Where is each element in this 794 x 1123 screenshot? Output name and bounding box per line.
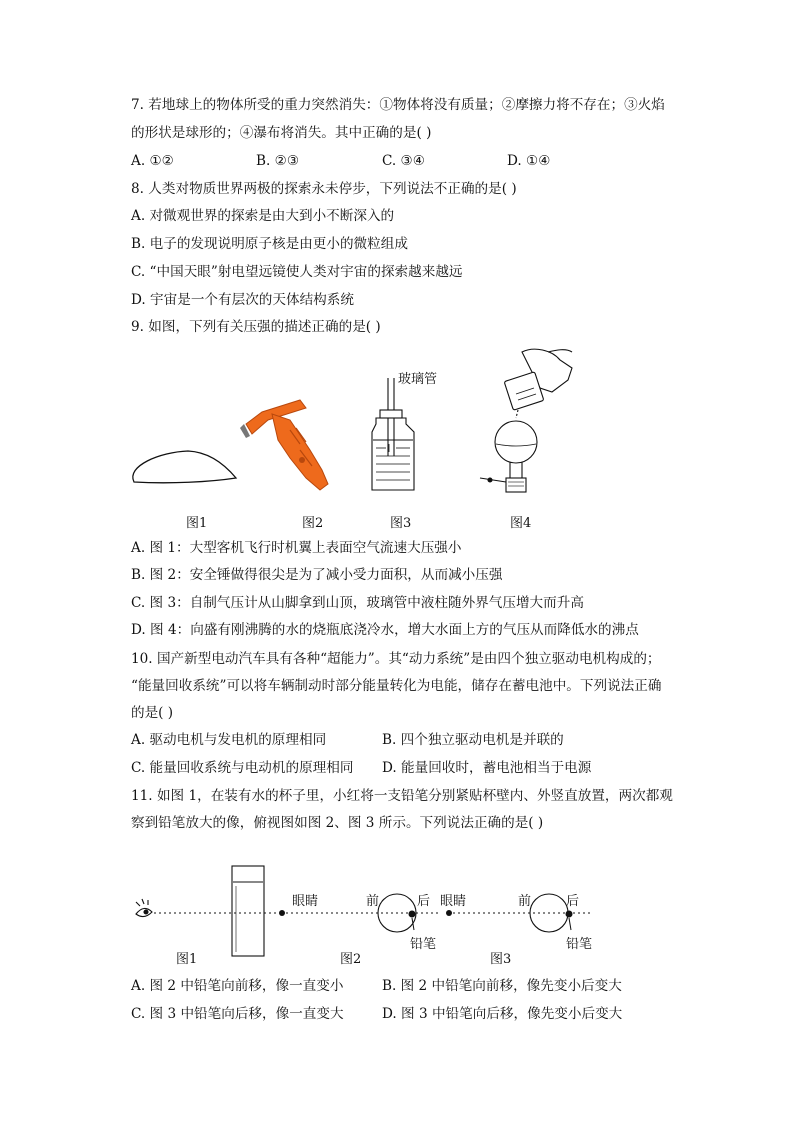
fig2-back-label: 后 — [417, 894, 431, 909]
q8-option-a[interactable]: A. 对微观世界的探索是由大到小不断深入的 — [131, 208, 395, 224]
q9-option-b[interactable]: B. 图 2：安全锤做得很尖是为了减小受力面积，从而减小压强 — [131, 567, 503, 583]
q10-stem-line3: 的是( ) — [131, 705, 174, 721]
q7-option-b[interactable]: B. ②③ — [256, 153, 300, 169]
q8-option-c[interactable]: C. “中国天眼”射电望远镜使人类对宇宙的探索越来越远 — [131, 264, 463, 280]
q10-option-d[interactable]: D. 能量回收时，蓄电池相当于电源 — [382, 760, 592, 776]
q9-option-a[interactable]: A. 图 1：大型客机飞行时机翼上表面空气流速大压强小 — [131, 540, 462, 556]
q9-option-c[interactable]: C. 图 3：自制气压计从山脚拿到山顶，玻璃管中液柱随外界气压增大而升高 — [131, 595, 584, 611]
fig3-pencil-label: 铅笔 — [566, 937, 593, 952]
q8-option-b[interactable]: B. 电子的发现说明原子核是由更小的微粒组成 — [131, 236, 408, 252]
q11-caption-3: 图3 — [490, 952, 512, 967]
q9-caption-1: 图1 — [186, 516, 208, 531]
eye-icon — [136, 899, 152, 917]
q10-option-b[interactable]: B. 四个独立驱动电机是并联的 — [382, 732, 564, 748]
q9-caption-2: 图2 — [302, 516, 324, 531]
q11-stem-line2: 察到铅笔放大的像，俯视图如图 2、图 3 所示。下列说法正确的是( ) — [131, 815, 544, 831]
fig2-eye-label: 眼睛 — [292, 894, 319, 909]
fig2-front-label: 前 — [366, 894, 380, 909]
q7-stem-line2: 的形状是球形的；④瀑布将消失。其中正确的是( ) — [131, 125, 432, 141]
q7-option-a[interactable]: A. ①② — [131, 153, 174, 169]
q8-option-d[interactable]: D. 宇宙是一个有层次的天体结构系统 — [131, 292, 354, 308]
fig3-eye-label: 眼睛 — [440, 894, 467, 909]
q11-option-c[interactable]: C. 图 3 中铅笔向后移，像一直变大 — [131, 1006, 344, 1022]
q7-stem-line1: 7. 若地球上的物体所受的重力突然消失：①物体将没有质量；②摩擦力将不存在；③火焰 — [131, 97, 665, 113]
q8-stem: 8. 人类对物质世界两极的探索永未停步，下列说法不正确的是( ) — [131, 181, 517, 197]
q9-caption-4: 图4 — [510, 516, 532, 531]
q11-option-a[interactable]: A. 图 2 中铅笔向前移，像一直变小 — [131, 978, 344, 994]
q10-option-c[interactable]: C. 能量回收系统与电动机的原理相同 — [131, 760, 354, 776]
q10-stem-line2: “能量回收系统”可以将车辆制动时部分能量转化为电能，储存在蓄电池中。下列说法正确 — [131, 678, 662, 694]
q11-caption-1: 图1 — [176, 952, 198, 967]
q10-option-a[interactable]: A. 驱动电机与发电机的原理相同 — [131, 732, 327, 748]
fig2-pencil-label: 铅笔 — [410, 937, 437, 952]
q10-stem-line1: 10. 国产新型电动汽车具有各种“超能力”。其“动力系统”是由四个独立驱动电机构成的； — [131, 651, 661, 667]
q9-stem: 9. 如图，下列有关压强的描述正确的是( ) — [131, 319, 381, 335]
q9-caption-3: 图3 — [390, 516, 412, 531]
q7-option-d[interactable]: D. ①④ — [507, 153, 551, 169]
fig3-back-label: 后 — [566, 894, 580, 909]
q7-option-c[interactable]: C. ③④ — [382, 153, 425, 169]
q11-stem-line1: 11. 如图 1，在装有水的杯子里，小红将一支铅笔分别紧贴杯壁内、外竖直放置，两次都观 — [131, 788, 673, 804]
water-cup — [232, 866, 264, 956]
q9-option-d[interactable]: D. 图 4：向盛有刚沸腾的水的烧瓶底浇冷水，增大水面上方的气压从而降低水的沸点 — [131, 622, 639, 638]
fig3-front-label: 前 — [518, 894, 532, 909]
glass-tube-label: 玻璃管 — [398, 372, 438, 387]
q11-option-d[interactable]: D. 图 3 中铅笔向后移，像先变小后变大 — [382, 1006, 623, 1022]
q11-option-b[interactable]: B. 图 2 中铅笔向前移，像先变小后变大 — [382, 978, 622, 994]
q11-caption-2: 图2 — [340, 952, 362, 967]
